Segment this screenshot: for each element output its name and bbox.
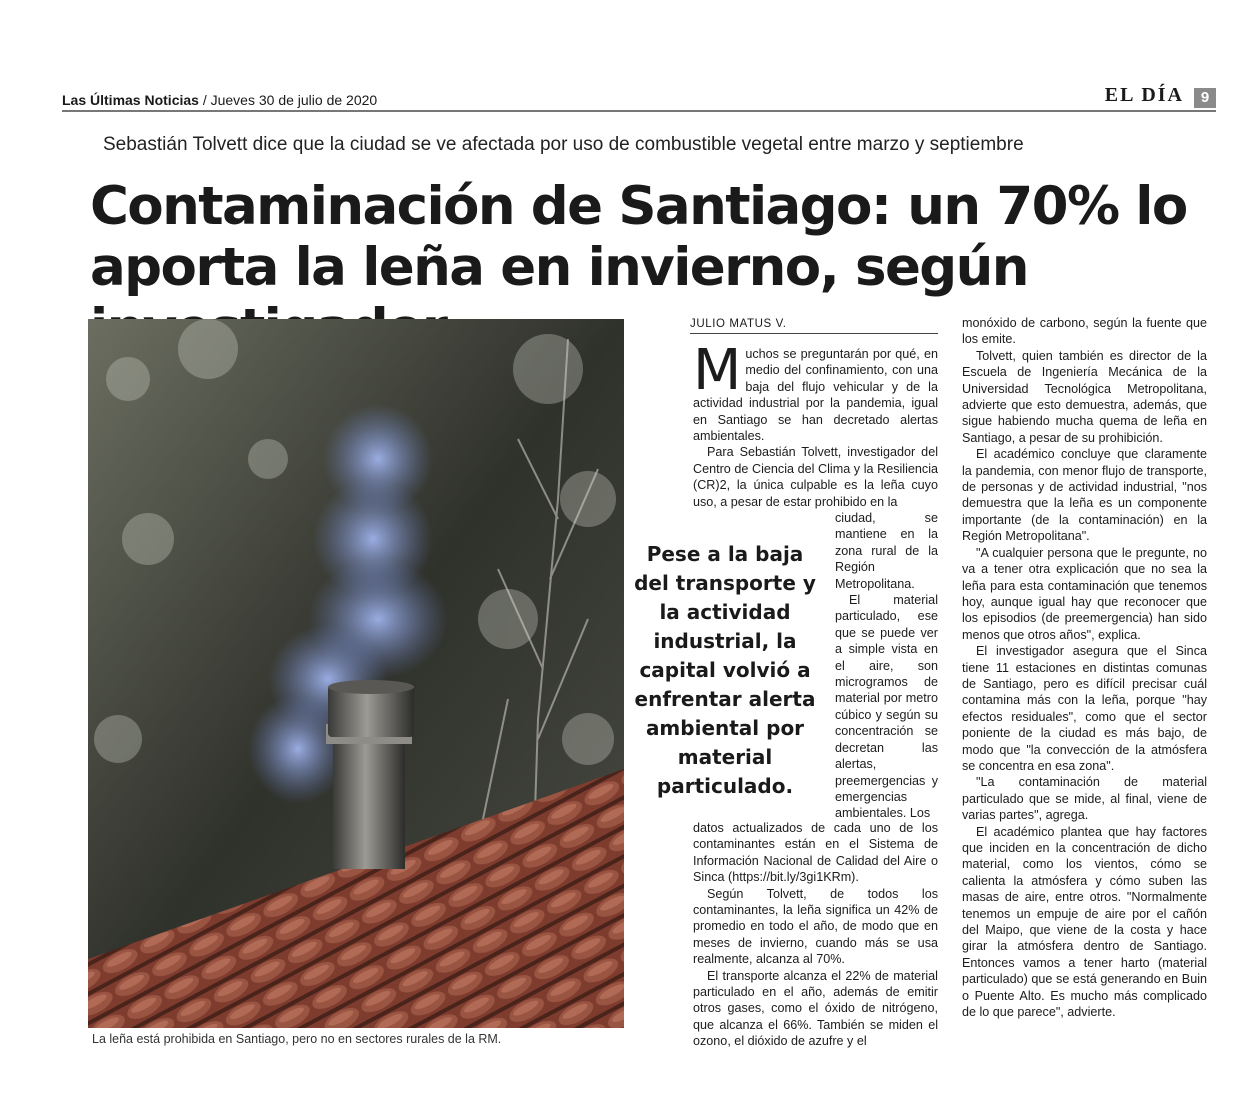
paragraph: El transporte alcanza el 22% de material particulado en el año, además de emitir otros gases, como el óxido de nitrógeno, que alcanza el 66%. También se miden el ozono, el dióxido de azufre y el xyxy=(693,968,938,1049)
byline: JULIO MATUS V. xyxy=(690,318,938,334)
paragraph: monóxido de carbono, según la fuente que los emite. xyxy=(962,316,1207,347)
section-name: EL DÍA xyxy=(1104,84,1184,106)
paragraph: Tolvett, quien también es director de la Escuela de Ingeniería Mecánica de la Universidad Tecnológica Metropolitana, advierte que esto demuestra, además, que sigue habiendo mucha quema de leña en Santiago, a pesar de su prohibición. xyxy=(962,348,1207,445)
publication-date: Jueves 30 de julio de 2020 xyxy=(210,92,378,108)
paragraph: Según Tolvett, de todos los contaminantes, la leña significa un 42% de promedio en todo el año, de modo que en meses de invierno, cuando más se usa realmente, alcanza al 70%. xyxy=(693,886,938,967)
publication-name: Las Últimas Noticias xyxy=(62,92,199,108)
article-kicker: Sebastián Tolvett dice que la ciudad se ve afectada por uso de combustible vegetal entre marzo y septiembre xyxy=(103,134,1024,155)
masthead xyxy=(62,86,1216,112)
article-column-1-continued xyxy=(693,820,938,1050)
publication-line: Las Últimas Noticias / Jueves 30 de julio de 2020 xyxy=(62,92,378,108)
paragraph: "La contaminación de material particulado que se mide, al final, viene de varias partes", agrega. xyxy=(962,775,1207,823)
photo-caption: La leña está prohibida en Santiago, pero no en sectores rurales de la RM. xyxy=(92,1032,502,1046)
paragraph: El material particulado, ese que se puede ver a simple vista en el aire, son microgramos de material por metro cúbico y según su concentración se decretan las alertas, preemergencias y emergencias ambientales. Los xyxy=(835,593,938,821)
paragraph: El académico concluye que claramente la pandemia, con menor flujo de transporte, de personas y de actividad industrial, "nos demuestra que la leña es un componente importante (de la contaminación) en la Región Metropolitana". xyxy=(962,447,1207,544)
chimney-photo-illustration xyxy=(88,319,624,1028)
article-column-1 xyxy=(693,338,938,510)
article-column-2 xyxy=(962,315,1207,1020)
paragraph: Para Sebastián Tolvett, investigador del Centro de Ciencia del Clima y la Resiliencia (CR)2, la única culpable es la leña cuyo uso, a pesar de estar prohibido en la xyxy=(693,445,938,509)
pull-quote: Pese a la baja del transporte y la actividad industrial, la capital volvió a enfrentar alerta ambiental por material particulado. xyxy=(634,542,816,798)
paragraph: El académico plantea que hay factores que inciden en la concentración de dicho material, como los vientos, cómo se calienta la atmósfera y cómo suben las masas de aire, entre otros. "Normalmente tenemos un empuje de aire por el cañón del Maipo, que viene de la costa y hace girar la atmósfera dentro de Santiago. Entonces vamos a tener harto (material particulado) que se está generando en Buin o Puente Alto. Es mucho más complicado de lo que parece", advierte. xyxy=(962,824,1207,1020)
article-headline: Contaminación de Santiago: un 70% lo aporta la leña en invierno, según xyxy=(90,176,1187,298)
paragraph: El investigador asegura que el Sinca tiene 11 estaciones en distintas comunas de Santiago, pero es difícil precisar cuál contamina más con la leña, porque "hay efectos residuales", como que el sector poniente de la ciudad es más bajo, de modo que "la convección de la atmósfera se concentra en esa zona". xyxy=(962,644,1207,773)
drop-cap: M xyxy=(693,338,742,403)
article-photo xyxy=(88,319,624,1028)
paragraph: ciudad, se mantiene en la zona rural de la Región Metropolitana. xyxy=(835,511,938,591)
article-column-narrow xyxy=(835,510,938,822)
page-number: 9 xyxy=(1194,88,1216,108)
paragraph: datos actualizados de cada uno de los contaminantes están en el Sistema de Información Nacional de Calidad del Aire o Sinca (https://bit.ly/3gi1KRm). xyxy=(693,821,938,885)
paragraph: "A cualquier persona que le pregunte, no va a tener otra explicación que no sea la leña para esta contaminación que tenemos hoy, aunque igual hay que reconocer que los episodios (de preemergencia) han sido menos que otros años", explica. xyxy=(962,545,1207,642)
paragraph: uchos se preguntarán por qué, en medio del confinamiento, con una baja del flujo vehicular y de la actividad industrial por la pandemia, igual en Santiago se han decretado alertas ambientales. xyxy=(693,347,938,444)
